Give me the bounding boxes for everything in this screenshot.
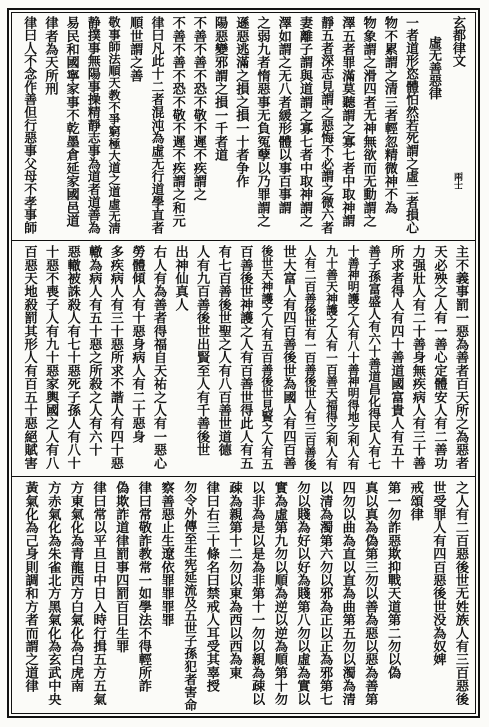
text-column: 百惡天地殺罰其形人有百五十惡絕賦害 bbox=[21, 245, 37, 470]
text-column: 善子孫富盛人有六十善道昌化得民人有七 bbox=[366, 245, 382, 470]
text-column: 實為虛第九勿以順為逆以逆為順第十勿 bbox=[271, 481, 287, 706]
text-column: 不善不善不恐不敬不遲不疾謂之 bbox=[190, 16, 206, 201]
text-column: 陽惡變邪謂之損一千者道 bbox=[212, 16, 228, 162]
text-column: 第一勿詐惡欺抑戰天道第二勿以偽 bbox=[385, 481, 401, 679]
text-column: 真以真為偽第三勿以善為惡以惡為善第 bbox=[362, 481, 378, 706]
text-column: 律曰人不念作善但行惡事父母不孝事師 bbox=[21, 16, 37, 234]
text-column: 主不義事罰一惡為善者百天所之為惡者 bbox=[453, 245, 468, 470]
text-column: 黃氣化為己身則調和方者而謂之道律 bbox=[22, 481, 38, 693]
text-column: 人有九百善後世出賢至人有千善後世 bbox=[194, 245, 210, 457]
text-column: 澤如謂之无八者緩形體以事百事謂 bbox=[275, 16, 291, 214]
text-column: 一者道形恣體怕然若死謂之虛二者損心 bbox=[403, 16, 418, 234]
text-column: 物不累謂之清三者輕忽精微神不為 bbox=[381, 16, 397, 214]
section-title: 虛无善惡律 bbox=[426, 36, 441, 100]
text-column: 律曰右三十條名曰禁戒人耳受其辜授 bbox=[203, 481, 219, 693]
text-column: 妻離子謂與道謂之寡七者中取神謂之 bbox=[296, 16, 312, 228]
text-column: 遜惡逃滿之損之損一十者争作 bbox=[233, 16, 249, 188]
text-column: 九十善天神護之人有一百善天福得之利人有 bbox=[324, 245, 339, 470]
text-column: 之人有二百惡後世无姓族人有三百惡後 bbox=[453, 481, 468, 706]
text-column: 不善不善不恐不敬不遲不疾謂之和元 bbox=[169, 16, 185, 228]
text-column: 有七百善後世聖之人有八百善世道德 bbox=[215, 245, 231, 457]
text-column: 十善神明護之人有八十善神明得地之利人有 bbox=[346, 245, 361, 470]
text-column: 之弱九者惰惡事无負冤孽以乃罪謂之 bbox=[254, 16, 270, 228]
volume-title: 玄都律文 bbox=[450, 16, 465, 67]
text-column: 天必殃之人有一善心定體安人有二善功 bbox=[431, 245, 447, 470]
text-column: 以清為濁第六勿以邪為正以正為邪第七 bbox=[317, 481, 333, 706]
text-column: 多疾病人有三十惡所求不諧人有四十惡 bbox=[107, 245, 123, 470]
text-column: 律曰常敬詐教常一如學法不得輕所詐 bbox=[135, 481, 151, 693]
text-column: 律者為天所刑 bbox=[42, 16, 58, 96]
page-label: 兩士 bbox=[452, 172, 462, 189]
text-column: 四勿以曲為直以直為曲第五勿以濁為清 bbox=[339, 481, 355, 706]
text-column: 物象謂之滑四者无神無欲而无動謂之 bbox=[360, 16, 376, 228]
text-column: 静撲事無陽事操精靜志事為道者道善為 bbox=[84, 16, 100, 234]
text-column: 轍為病人有五十惡之所殺之人有六十 bbox=[86, 245, 102, 457]
panel-2 bbox=[14, 243, 473, 474]
text-column: 以非為是以是為非第十一勿以親為疎以 bbox=[249, 481, 265, 706]
text-column: 出神仙真人 bbox=[172, 245, 188, 311]
text-column: 方赤氣化為朱雀北方黑氣化為玄武中央 bbox=[45, 481, 61, 706]
text-column: 方東氣化為青龍西方白氣化為白虎南 bbox=[67, 481, 83, 693]
text-column: 十惡不喪子人有九十惡家輿國之人有八 bbox=[43, 245, 59, 470]
text-column: 勿令外傳至生宪延流及五世子孫犯者害命 bbox=[181, 481, 197, 711]
text-column: 澤五者罪滿莫聽謂之寡七者中取神謂 bbox=[339, 16, 355, 228]
text-column: 世受罪人有四百惡後世没為奴婢 bbox=[430, 481, 446, 666]
panel-divider-2 bbox=[11, 476, 476, 477]
text-column: 戒頌律 bbox=[407, 481, 423, 521]
text-column: 察善惡止生遼依罪罪罪罪 bbox=[158, 481, 174, 627]
text-column: 順世謂之善 bbox=[127, 16, 143, 82]
text-column: 疎為親第十二勿以東為西以西為東 bbox=[226, 481, 242, 679]
text-column: 勞體傾人有十惡身病人有二十惡身 bbox=[129, 245, 145, 443]
text-column: 力强壯人有二十善身無疾病人有三十善 bbox=[409, 245, 425, 470]
text-column: 勿以賤為好以好為賤第八勿以虛為實以 bbox=[294, 481, 310, 706]
text-column: 百善後世神護之人有百善世得此人有五 bbox=[237, 245, 253, 470]
text-column: 靜五者深志見謂之惡悔不必謂之微六者 bbox=[318, 16, 334, 234]
text-column: 律曰凡此十二者混沌為虛无行道學直者 bbox=[148, 16, 164, 234]
text-column: 敬事師法順天教不爭窮極大道之道虛无淸 bbox=[107, 16, 122, 234]
text-column: 惡轍被誅殺人有七十惡死子孫人有八十 bbox=[64, 245, 80, 470]
panel-divider-1 bbox=[11, 240, 476, 241]
text-column: 人有二百善後世有一百善後世人有三百善後 bbox=[303, 245, 317, 470]
panel-3 bbox=[14, 479, 473, 715]
text-column: 所求者得人有四十善道國富貴人有五十 bbox=[388, 245, 404, 470]
text-column: 右人有為善者得福自天祐之人有一惡心 bbox=[151, 245, 166, 470]
text-column: 世大富人有四百善後世為國人有四百善 bbox=[280, 245, 296, 470]
text-column: 易民和國寧家事不乾墨倉延家國邑道 bbox=[63, 16, 79, 228]
text-column: 後世天神護之人有五百善後世見賢之人有五 bbox=[259, 245, 274, 470]
text-column: 偽欺詐道律罰事四罰百日生罪 bbox=[113, 481, 129, 653]
text-column: 律曰常以平旦日中日入時行揖五方五氣 bbox=[90, 481, 106, 706]
panel-1 bbox=[14, 14, 473, 238]
